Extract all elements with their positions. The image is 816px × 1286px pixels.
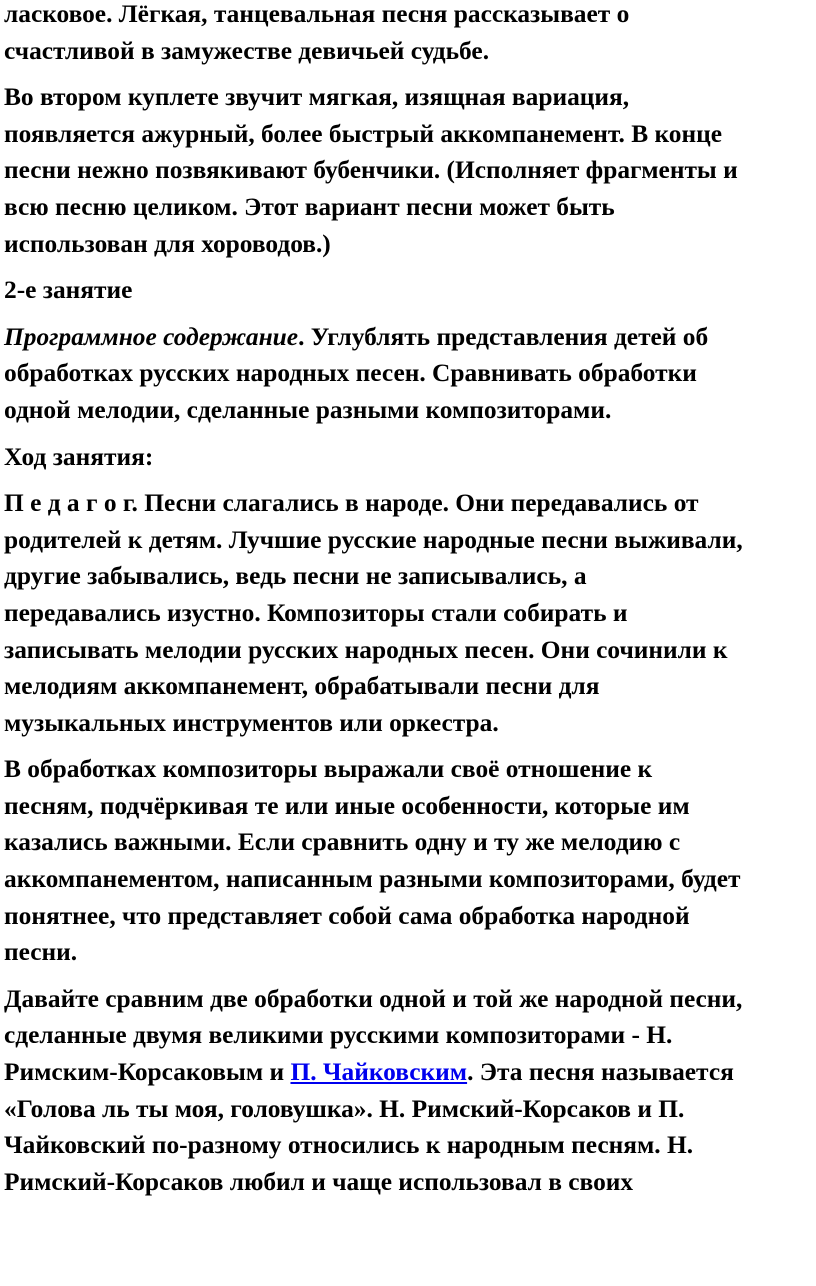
tchaikovsky-link[interactable]: П. Чайковским [290,1058,468,1087]
text-line: записывать мелодии русских народных песен. Они сочинили к [4,635,728,664]
text-segment: Римским-Корсаковым и [4,1058,291,1087]
document-body [4,0,816,1210]
paragraph-compare [4,981,816,1201]
text-line: аккомпанементом, написанным разными композиторами, будет [4,865,741,894]
text-segment: . Эта песня называется [467,1058,734,1087]
text-line: «Голова ль ты моя, головушка». Н. Римский-Корсаков и П. [4,1094,685,1123]
lesson-heading-text: 2-е занятие [4,276,133,305]
text-line: Римский-Корсаков любил и чаще использовал в своих [4,1167,634,1196]
text-line: Чайковский по-разному относились к народным песням. Н. [4,1131,694,1160]
text-line: музыкальных инструментов или оркестра. [4,708,499,737]
text-line: ласковое. Лёгкая, танцевальная песня рассказывает о [4,0,630,28]
text-line: понятнее, что представляет собой сама обработка народной [4,901,690,930]
text-line: появляется ажурный, более быстрый аккомпанемент. В конце [4,119,722,148]
text-line: песни нежно позвякивают бубенчики. (Исполняет фрагменты и [4,156,738,185]
program-content-text: . Углублять представления детей об [298,322,709,351]
text-line: передавались изустно. Композиторы стали собирать и [4,598,628,627]
paragraph-program-content [4,319,816,429]
text-line: родителей к детям. Лучшие русские народные песни выживали, [4,525,743,554]
text-line: одной мелодии, сделанные разными композиторами. [4,395,612,424]
text-line: песням, подчёркивая те или иные особенности, которые им [4,791,690,820]
text-line [4,1054,816,1091]
paragraph-second-verse [4,79,816,262]
paragraph-song-description [4,0,816,69]
text-line: сделанные двумя великими русскими композиторами - Н. [4,1021,673,1050]
text-line: казались важными. Если сравнить одну и ту же мелодию с [4,828,681,857]
speech-text: Песни слагались в народе. Они передавались от [137,489,699,518]
text-line: обработках русских народных песен. Сравнивать обработки [4,359,697,388]
text-line [4,485,816,522]
text-line: Давайте сравним две обработки одной и той же народной песни, [4,984,743,1013]
text-line: всю песню целиком. Этот вариант песни может быть [4,192,615,221]
text-line: счастливой в замужестве девичьей судьбе. [4,36,490,65]
text-line: другие забывались, ведь песни не записывались, а [4,562,587,591]
paragraph-teacher-speech [4,485,816,741]
text-line: В обработках композиторы выражали своё отношение к [4,755,653,784]
lesson-heading [4,272,816,309]
text-line: мелодиям аккомпанемент, обрабатывали песни для [4,672,600,701]
program-content-label: Программное содержание [4,322,299,351]
speaker-label: П е д а г о г. [4,489,138,518]
text-line: песни. [4,938,78,967]
text-line [4,319,816,356]
course-heading [4,439,816,476]
text-line: Во втором куплете звучит мягкая, изящная вариация, [4,83,630,112]
course-heading-text: Ход занятия: [4,442,154,471]
text-line: использован для хороводов.) [4,229,331,258]
paragraph-arrangements [4,751,816,971]
